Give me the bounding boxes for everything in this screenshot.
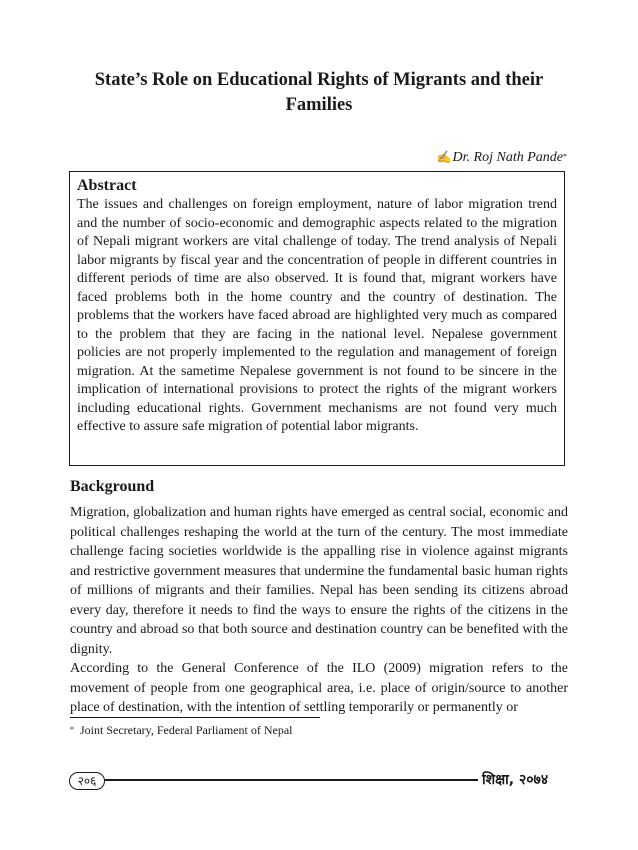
footnote-divider (70, 717, 320, 718)
background-paragraph-2: According to the General Conference of the ILO (2009) migration refers to the movement of people from one geographical area, i.e. place of origin/source to another place of destination, with the intention of settling temporarily or permanently or (70, 661, 568, 715)
article-title: State’s Role on Educational Rights of Migrants and their Families (94, 70, 544, 115)
background-paragraph-1: Migration, globalization and human rights have emerged as central social, economic and political challenges reshaping the world at the turn of the century. The most immediate challenge facing societies worldwide is the appalling rise in violence against migrants and restrictive government measures that undermine the fundamental basic human rights of millions of migrants and their families. Nepal has been sending its citizens abroad every day, therefore it needs to find the ways to ensure the rights of the citizens in the country and abroad so that both source and destination country can be benefited with the dignity. (70, 505, 568, 657)
abstract-heading: Abstract (77, 177, 137, 194)
footnote (70, 723, 292, 737)
footer-rule (104, 779, 478, 781)
footnote-text: Joint Secretary, Federal Parliament of Nepal (80, 723, 293, 737)
page-number: २०६ (69, 772, 105, 790)
author-footnote-marker: * (563, 152, 567, 161)
abstract-box (69, 171, 565, 466)
footnote-marker: * (70, 725, 74, 734)
author-byline (437, 149, 567, 166)
pen-icon: ✍ (436, 150, 452, 164)
background-heading: Background (70, 478, 155, 495)
author-name: Dr. Roj Nath Pande (452, 150, 563, 165)
journal-name: शिक्षा, २०७४ (482, 772, 549, 788)
abstract-text: The issues and challenges on foreign employment, nature of labor migration trend and the number of socio-economic and demographic aspects related to the migration of Nepali migrant workers are vital challenge of today. The trend analysis of Nepali labor migrants by fiscal year and the concentration of people in different countries in different periods of time are also observed. It is found that, migrant workers have faced problems both in the home country and the country of destination. The problems that the workers have faced abroad are highlighted very much as compared to the problem that they are facing in the national level. Nepalese government policies are not properly implemented to the regulation and management of foreign migration. At the sametime Nepalese government is not found to be sincere in the implication of international provisions to protect the rights of the migrant workers including educational rights. Government mechanisms are not found very much effective to assure safe migration of potential labor migrants. (77, 197, 557, 434)
